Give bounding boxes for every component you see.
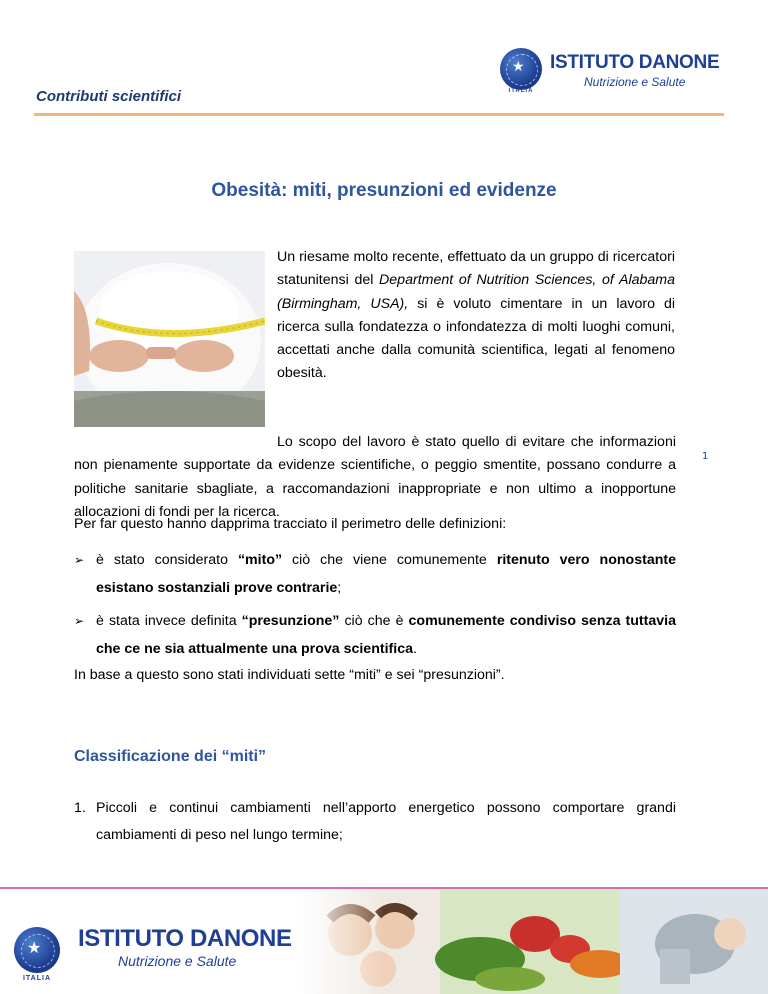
- purpose-paragraph: [74, 431, 676, 524]
- intro-text-b: si è voluto cimentare in un lavoro di ricerca sulla fondatezza o infondatezza di molti luoghi comuni, accettati anche dalla comunità scientifica, legati al fenomeno obesità.: [277, 295, 676, 382]
- obesity-photo: [74, 251, 265, 427]
- header-logo: [500, 48, 720, 96]
- myth-text: Piccoli e continui cambiamenti nell’apporto energetico possono comportare grandi cambiamenti di peso nel lungo termine;: [96, 800, 676, 843]
- section-heading: Classificazione dei “miti”: [74, 748, 267, 765]
- header-divider: [34, 113, 724, 116]
- footer-photo-collage: [300, 889, 768, 994]
- list-item: [74, 546, 676, 602]
- footer-logo-country: ITALIA: [22, 975, 52, 982]
- purpose-text: Lo scopo del lavoro è stato quello di evitare che informazioni non pienamente supportate da evidenze scientifiche, o peggio smentite, possano condurre a politiche sanitarie sbagliate, a raccomandazioni inappropriate e non ultimo a inopportune allocazioni di fondi per la ricerca.: [74, 434, 676, 520]
- intro-text-institution: Department of Nutrition Sciences, of Alabama (Birmingham, USA),: [277, 272, 675, 312]
- section-label: Contributi scientifici: [36, 88, 182, 105]
- definition-text: ciò che è: [339, 613, 409, 629]
- star-icon: ★: [27, 940, 42, 957]
- definition-term: “presunzione”: [241, 613, 340, 629]
- page-title: Obesità: miti, presunzioni ed evidenze: [211, 180, 557, 201]
- definition-emphasis: ritenuto vero nonostante esistano sostanziali prove contrarie: [96, 552, 676, 596]
- definition-text: ciò che viene comunemente: [282, 552, 497, 568]
- logo-title: ISTITUTO DANONE: [550, 52, 720, 73]
- intro-paragraph: [277, 246, 675, 386]
- intro-text-a: Un riesame molto recente, effettuato da un gruppo di ricercatori statunitensi del: [277, 249, 675, 289]
- definition-text: è stata invece definita: [96, 613, 242, 629]
- definitions-list: [74, 546, 676, 668]
- star-icon: ★: [512, 58, 525, 74]
- definition-text: è stato considerato: [96, 552, 238, 568]
- footer-logo-title: ISTITUTO DANONE: [78, 925, 292, 952]
- page-number: 1: [702, 451, 709, 462]
- definition-emphasis: comunemente condiviso senza tuttavia che ce ne sia attualmente una prova scientifica: [96, 613, 676, 657]
- list-item: [74, 607, 676, 663]
- list-number: 1.: [74, 800, 86, 816]
- arrow-bullet-icon: ➢: [74, 553, 85, 567]
- list-item: [74, 795, 676, 849]
- logo-country: ITALIA: [508, 88, 534, 94]
- logo-subtitle: Nutrizione e Salute: [584, 75, 686, 89]
- arrow-bullet-icon: ➢: [74, 614, 85, 628]
- definitions-intro: Per far questo hanno dapprima tracciato il perimetro delle definizioni:: [74, 516, 507, 532]
- summary-paragraph: In base a questo sono stati individuati sette “miti” e sei “presunzioni”.: [74, 667, 505, 683]
- definition-term: “mito”: [237, 552, 283, 568]
- footer-banner: [0, 889, 768, 994]
- footer-logo-subtitle: Nutrizione e Salute: [118, 953, 237, 969]
- definition-text: .: [412, 641, 417, 657]
- myths-list: [74, 795, 676, 849]
- definition-text: ;: [337, 580, 342, 596]
